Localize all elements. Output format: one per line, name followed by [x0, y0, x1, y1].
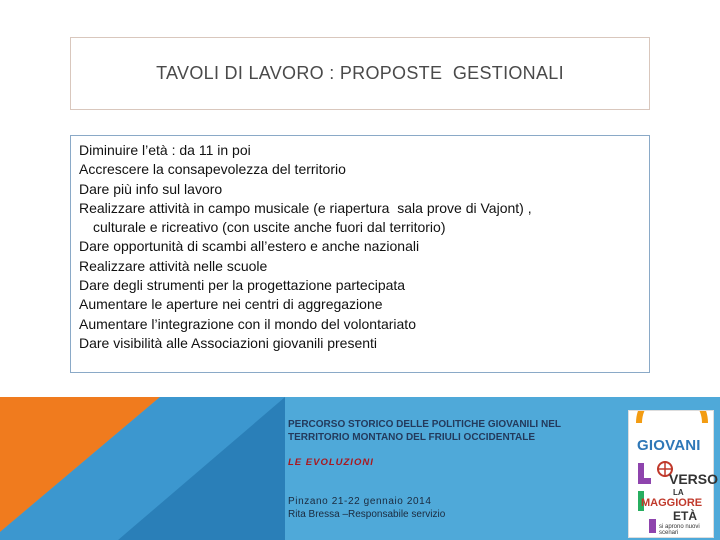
logo-text-verso: VERSO: [669, 471, 719, 487]
slide-title: TAVOLI DI LAVORO : PROPOSTE GESTIONALI: [156, 63, 564, 83]
logo-text-la: LA: [673, 488, 684, 497]
footer-subtitle: LE EVOLUZIONI: [288, 457, 374, 468]
logo: [628, 410, 719, 538]
list-item-continuation: culturale e ricreativo (con uscite anche fuori dal territorio): [93, 219, 446, 236]
footer-author: Rita Bressa –Responsabile servizio: [288, 509, 446, 520]
list-item: Accrescere la consapevolezza del territorio: [79, 161, 346, 178]
list-item: Dare opportunità di scambi all’estero e anche nazionali: [79, 238, 420, 255]
list-item: Diminuire l’età : da 11 in poi: [79, 142, 251, 158]
footer-band: [0, 397, 720, 540]
list-item: Dare più info sul lavoro: [79, 180, 223, 197]
logo-text-maggiore: MAGGIORE: [641, 497, 703, 509]
list-item: Dare degli strumenti per la progettazione partecipata: [79, 277, 406, 294]
content-box: [70, 135, 650, 373]
logo-text-eta: ETÀ: [673, 509, 697, 523]
footer-date: Pinzano 21-22 gennaio 2014: [288, 496, 432, 507]
list-item: Realizzare attività in campo musicale (e riapertura sala prove di Vajont) ,: [79, 199, 532, 216]
list-item: Dare visibilità alle Associazioni giovanili presenti: [79, 334, 378, 351]
list-item: Realizzare attività nelle scuole: [79, 257, 268, 274]
logo-tagline: si aprono nuovi scenari: [659, 524, 700, 536]
logo-text-giovani: GIOVANI: [637, 437, 701, 454]
title-box: [70, 37, 650, 110]
list-item: Aumentare l’integrazione con il mondo del volontariato: [79, 315, 416, 332]
list-item: Aumentare le aperture nei centri di aggregazione: [79, 296, 383, 313]
footer-title: PERCORSO STORICO DELLE POLITICHE GIOVANILI NEL TERRITORIO MONTANO DEL FRIULI OCCIDENTALE: [288, 419, 561, 443]
